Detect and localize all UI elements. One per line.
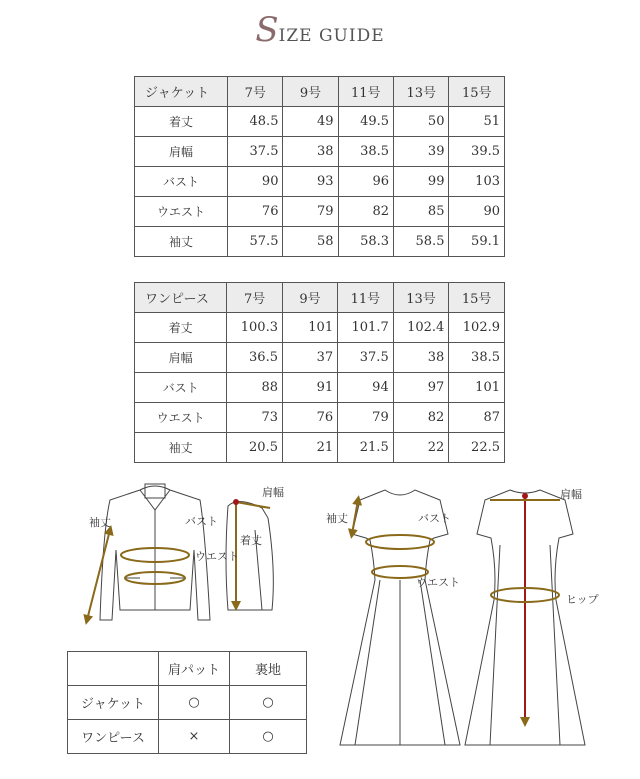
- table-cell: 21.5: [338, 433, 394, 463]
- table-cell: 58.5: [394, 227, 449, 257]
- table-cell: 100.3: [227, 313, 283, 343]
- table-cell: 58: [283, 227, 338, 257]
- features-table: [67, 651, 307, 754]
- table-header-row: [135, 283, 505, 313]
- column-header: 肩パット: [159, 652, 230, 686]
- table-cell: 96: [338, 167, 393, 197]
- row-label: バスト: [135, 373, 227, 403]
- table-cell: 82: [338, 197, 393, 227]
- table-cell: 20.5: [227, 433, 283, 463]
- jacket-size-table: [134, 76, 505, 257]
- table-title: ジャケット: [135, 77, 228, 107]
- table-cell: 37: [282, 343, 337, 373]
- table-row: [135, 313, 505, 343]
- row-label: ワンピース: [68, 720, 159, 754]
- table-cell: 79: [338, 403, 394, 433]
- table-row: [135, 197, 505, 227]
- table-cell: 22.5: [449, 433, 505, 463]
- row-label: 肩幅: [135, 343, 227, 373]
- table-row: [135, 227, 505, 257]
- table-cell: 101: [282, 313, 337, 343]
- table-cell: 39.5: [449, 137, 505, 167]
- jacket-length-label: 着丈: [240, 534, 262, 547]
- table-cell: 91: [282, 373, 337, 403]
- table-cell: 88: [227, 373, 283, 403]
- dress-waist-label: ウエスト: [416, 576, 460, 589]
- table-header-row: [135, 77, 505, 107]
- size-header: 15号: [449, 77, 505, 107]
- row-label: 着丈: [135, 107, 228, 137]
- table-cell: 37.5: [338, 343, 394, 373]
- table-cell: 79: [283, 197, 338, 227]
- table-row: [135, 167, 505, 197]
- dress-back-measure-lines: [490, 493, 560, 722]
- size-header: 7号: [228, 77, 283, 107]
- table-cell: ○: [230, 686, 307, 720]
- table-cell: 103: [449, 167, 505, 197]
- table-cell: 37.5: [228, 137, 283, 167]
- table-cell: 102.9: [449, 313, 505, 343]
- row-label: バスト: [135, 167, 228, 197]
- jacket-waist-label: ウエスト: [195, 550, 239, 563]
- table-title: ワンピース: [135, 283, 227, 313]
- table-row: [135, 403, 505, 433]
- row-label: ウエスト: [135, 197, 228, 227]
- row-label: ジャケット: [68, 686, 159, 720]
- table-cell: 87: [449, 403, 505, 433]
- size-header: 9号: [283, 77, 338, 107]
- table-row: [68, 720, 307, 754]
- row-label: 袖丈: [135, 227, 228, 257]
- table-cell: 51: [449, 107, 505, 137]
- table-cell: 48.5: [228, 107, 283, 137]
- table-cell: 59.1: [449, 227, 505, 257]
- size-header: 13号: [394, 77, 449, 107]
- table-cell: 101.7: [338, 313, 394, 343]
- size-header: 7号: [227, 283, 283, 313]
- table-cell: 102.4: [393, 313, 449, 343]
- measure-point: [522, 493, 528, 499]
- size-header: 11号: [338, 77, 393, 107]
- table-cell: 49.5: [338, 107, 393, 137]
- row-label: 着丈: [135, 313, 227, 343]
- title-initial: S: [255, 10, 279, 50]
- dress-bust-label: バスト: [418, 512, 451, 525]
- jacket-shoulder-label: 肩幅: [262, 486, 284, 499]
- table-cell: 39: [394, 137, 449, 167]
- table-cell: 90: [228, 167, 283, 197]
- size-guide-title: [0, 10, 640, 50]
- title-rest: IZE GUIDE: [278, 26, 385, 46]
- column-header: 裏地: [230, 652, 307, 686]
- table-cell: 38: [393, 343, 449, 373]
- table-cell: 50: [394, 107, 449, 137]
- row-label: ウエスト: [135, 403, 227, 433]
- table-row: [135, 373, 505, 403]
- table-row: [135, 343, 505, 373]
- table-cell: ○: [159, 686, 230, 720]
- dress-shoulder-label: 肩幅: [560, 488, 582, 501]
- jacket-front-illustration: [100, 484, 210, 620]
- table-row: [68, 686, 307, 720]
- table-cell: 94: [338, 373, 394, 403]
- dress-front-illustration: [340, 490, 460, 745]
- table-cell: 57.5: [228, 227, 283, 257]
- row-label: 袖丈: [135, 433, 227, 463]
- jacket-sleeve-label: 袖丈: [89, 516, 111, 529]
- table-row: [135, 433, 505, 463]
- table-cell: 82: [393, 403, 449, 433]
- size-header: 11号: [338, 283, 394, 313]
- table-cell: ×: [159, 720, 230, 754]
- table-cell: 97: [393, 373, 449, 403]
- table-cell: 36.5: [227, 343, 283, 373]
- table-cell: 38.5: [449, 343, 505, 373]
- table-cell: 76: [282, 403, 337, 433]
- table-cell: 73: [227, 403, 283, 433]
- table-cell: ○: [230, 720, 307, 754]
- table-cell: 101: [449, 373, 505, 403]
- table-cell: 93: [283, 167, 338, 197]
- table-cell: 21: [282, 433, 337, 463]
- dress-sleeve-label: 袖丈: [326, 512, 348, 525]
- empty-header-cell: [68, 652, 159, 686]
- table-row: [135, 107, 505, 137]
- table-cell: 49: [283, 107, 338, 137]
- table-row: [135, 137, 505, 167]
- measure-point: [233, 499, 239, 505]
- dress-size-table: [134, 282, 505, 463]
- table-cell: 90: [449, 197, 505, 227]
- table-cell: 76: [228, 197, 283, 227]
- size-header: 15号: [449, 283, 505, 313]
- table-cell: 38: [283, 137, 338, 167]
- jacket-bust-label: バスト: [185, 515, 218, 528]
- row-label: 肩幅: [135, 137, 228, 167]
- table-header-row: [68, 652, 307, 686]
- table-cell: 58.3: [338, 227, 393, 257]
- table-cell: 22: [393, 433, 449, 463]
- table-cell: 99: [394, 167, 449, 197]
- table-cell: 85: [394, 197, 449, 227]
- dress-hip-label: ヒップ: [566, 593, 599, 606]
- table-cell: 38.5: [338, 137, 393, 167]
- size-header: 9号: [282, 283, 337, 313]
- size-header: 13号: [393, 283, 449, 313]
